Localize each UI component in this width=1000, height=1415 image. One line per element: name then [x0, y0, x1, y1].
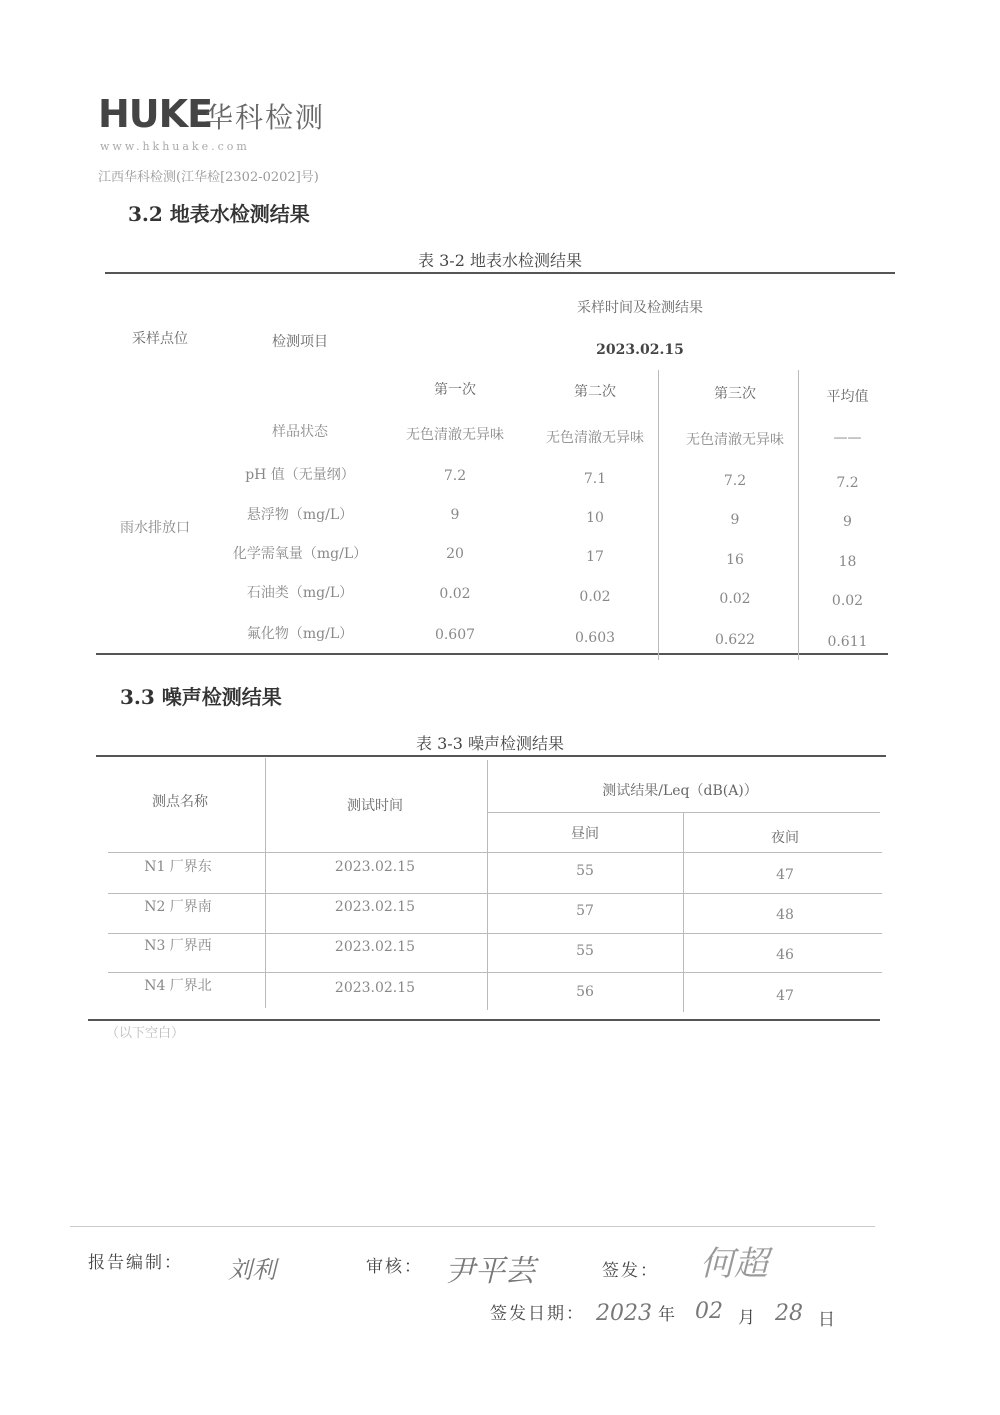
noise-time: 2023.02.15: [334, 980, 416, 996]
row-value-1: 0.607: [434, 627, 476, 643]
noise-point: N4 厂界北: [144, 978, 212, 994]
year-character: 年: [658, 1305, 677, 1325]
row-value-3: 9: [730, 512, 740, 528]
table-top-rule: [105, 272, 895, 274]
noise-night: 47: [776, 988, 794, 1004]
header-daytime: 昼间: [571, 826, 599, 842]
reviewer-signature: 尹平芸: [445, 1254, 535, 1289]
row-value-2: 0.603: [574, 630, 616, 646]
column-divider: [265, 758, 266, 1008]
company-logo-wordmark: HUKE: [98, 92, 213, 136]
noise-day: 55: [576, 943, 594, 959]
row-item: 化学需氧量（mg/L）: [232, 546, 368, 562]
row-average: ——: [833, 430, 862, 446]
noise-time: 2023.02.15: [334, 939, 416, 955]
header-measuring-point: 测点名称: [152, 794, 208, 810]
row-value-2: 7.1: [583, 471, 607, 487]
issue-date-label: 签发日期：: [490, 1304, 585, 1324]
row-value-2: 0.02: [579, 589, 611, 605]
row-value-3: 0.622: [714, 632, 756, 648]
row-value-1: 7.2: [443, 468, 467, 484]
noise-table-bottom-rule: [88, 1019, 880, 1021]
company-logo-chinese: 华科检测: [205, 101, 326, 134]
header-first-sample: 第一次: [434, 382, 476, 398]
sampling-point-name: 雨水排放口: [120, 520, 190, 536]
noise-night: 46: [776, 947, 794, 963]
column-divider: [683, 812, 684, 1012]
month-character: 月: [738, 1308, 757, 1328]
blank-below-note: （以下空白）: [106, 1026, 185, 1041]
row-value-2: 17: [586, 549, 604, 565]
row-item: 氟化物（mg/L）: [246, 626, 354, 642]
header-test-result: 测试结果/Leq（dB(A)）: [602, 783, 758, 799]
header-nighttime: 夜间: [771, 830, 799, 846]
row-value-3: 7.2: [723, 473, 747, 489]
row-divider: [488, 812, 880, 813]
row-average: 18: [838, 554, 857, 570]
row-item: pH 值（无量纲）: [245, 467, 355, 483]
row-average: 9: [843, 514, 852, 530]
row-average: 0.611: [827, 634, 868, 650]
report-number: 江西华科检测(江华检[2302-0202]号): [98, 170, 319, 185]
signature-divider: [70, 1226, 875, 1227]
issuer-signature: 何超: [700, 1244, 768, 1284]
row-value-1: 9: [450, 507, 460, 523]
row-divider: [108, 933, 882, 934]
row-value-2: 10: [586, 510, 604, 526]
compiled-by-label: 报告编制：: [88, 1253, 183, 1273]
header-second-sample: 第二次: [574, 384, 616, 400]
noise-night: 47: [776, 867, 794, 883]
header-average: 平均值: [826, 389, 869, 405]
issue-date-year: 2023: [596, 1301, 652, 1326]
issue-date-month: 02: [695, 1299, 723, 1324]
noise-day: 56: [576, 984, 594, 1000]
row-item: 石油类（mg/L）: [246, 585, 354, 601]
header-test-time: 测试时间: [347, 798, 403, 814]
noise-time: 2023.02.15: [334, 899, 416, 915]
issuer-label: 签发：: [602, 1261, 659, 1281]
reviewer-label: 审核：: [366, 1257, 423, 1277]
row-value-3: 无色清澈无异味: [686, 432, 784, 448]
row-average: 7.2: [836, 475, 859, 491]
row-item: 样品状态: [272, 424, 328, 440]
table-caption-surface-water: 表 3-2 地表水检测结果: [418, 251, 582, 270]
row-divider: [108, 972, 882, 973]
noise-point: N3 厂界西: [144, 938, 212, 954]
header-sampling-point: 采样点位: [132, 331, 188, 347]
table-bottom-rule: [96, 653, 888, 655]
row-value-1: 0.02: [439, 586, 471, 602]
noise-day: 57: [576, 903, 594, 919]
row-divider: [108, 893, 882, 894]
section-title-noise: 3.3 噪声检测结果: [120, 685, 282, 709]
compiled-by-signature: 刘利: [228, 1256, 276, 1284]
noise-day: 55: [576, 863, 594, 879]
noise-point: N2 厂界南: [144, 899, 212, 915]
row-value-1: 无色清澈无异味: [406, 427, 504, 443]
company-website: www.hkhuake.com: [100, 140, 250, 153]
section-title-surface-water: 3.2 地表水检测结果: [128, 202, 310, 226]
header-time-and-results: 采样时间及检测结果: [577, 300, 703, 316]
noise-point: N1 厂界东: [144, 859, 212, 875]
table-caption-noise: 表 3-3 噪声检测结果: [416, 734, 564, 753]
row-divider: [108, 852, 882, 853]
header-sampling-date: 2023.02.15: [596, 342, 684, 358]
row-value-2: 无色清澈无异味: [546, 430, 644, 446]
row-value-3: 0.02: [719, 591, 751, 607]
noise-table-top-rule: [96, 755, 886, 757]
row-item: 悬浮物（mg/L）: [246, 507, 354, 523]
noise-time: 2023.02.15: [334, 859, 416, 875]
issue-date-day: 28: [775, 1301, 803, 1326]
row-average: 0.02: [831, 593, 864, 609]
row-value-3: 16: [726, 552, 744, 568]
noise-night: 48: [776, 907, 794, 923]
header-test-item: 检测项目: [272, 334, 328, 350]
row-value-1: 20: [446, 546, 464, 562]
day-character: 日: [818, 1310, 837, 1330]
header-third-sample: 第三次: [714, 386, 756, 402]
